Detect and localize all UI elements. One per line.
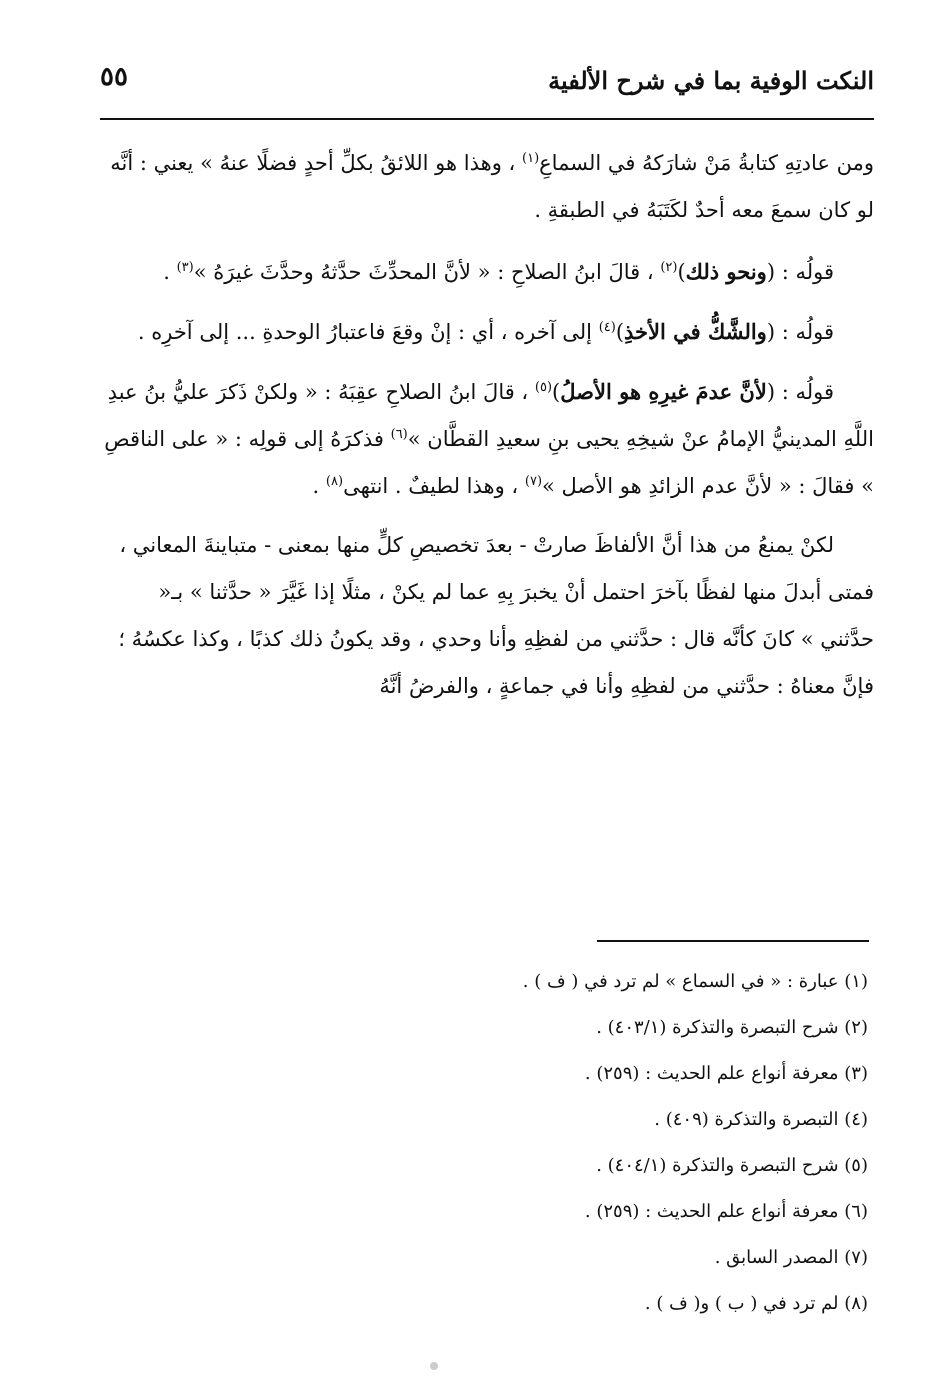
scan-dot: [430, 1362, 438, 1370]
page-number: ٥٥: [100, 62, 128, 92]
footnote-ref[interactable]: (٨): [325, 474, 344, 489]
text-run: قولُه : (: [766, 260, 834, 284]
text-run: ): [677, 260, 686, 284]
footnote-2: (٢) شرح التبصرة والتذكرة (٤٠٣/١) .: [596, 1017, 868, 1038]
running-header: [100, 62, 874, 118]
footnote-ref[interactable]: (٣): [176, 260, 194, 275]
footnote-6: (٦) معرفة أنواع علم الحديث : (٢٥٩) .: [584, 1201, 868, 1222]
footnote-4: (٤) التبصرة والتذكرة (٤٠٩) .: [654, 1109, 868, 1130]
footnote-8: (٨) لم ترد في ( ب ) و( ف ) .: [644, 1293, 868, 1314]
footnote-1: (١) عبارة : « في السماع » لم ترد في ( ف ) .: [522, 971, 868, 992]
text-run: ): [615, 320, 625, 344]
text-run: ، وهذا هو اللائقُ بكلِّ أحدٍ فضلًا عنهُ » يعني : أنَّه لو كان سمعَ معه أحدٌ لكَتَبَهُ في الطبقةِ .: [110, 151, 874, 222]
paragraph-2: [100, 248, 874, 296]
footnote-ref[interactable]: (٢): [660, 260, 678, 275]
footnote-ref[interactable]: (٧): [524, 474, 543, 489]
main-text: [100, 140, 874, 722]
footnote-ref[interactable]: (٤): [598, 320, 616, 335]
footnote-5: (٥) شرح التبصرة والتذكرة (٤٠٤/١) .: [596, 1155, 868, 1176]
paragraph-5: [100, 522, 874, 710]
footnotes: [448, 962, 868, 1330]
paragraph-3: [100, 308, 874, 356]
text-run: ): [552, 380, 561, 404]
text-run: ، قالَ ابنُ الصلاحِ : « لأنَّ المحدِّثَ حدَّثهُ وحدَّثَ غيرَهُ »: [193, 260, 654, 284]
text-run: إلى آخره ، أي : إنْ وقعَ فاعتبارُ الوحدةِ ... إلى آخرِه .: [137, 320, 592, 344]
text-run: فذكرَهُ إلى قولِه : « على الناقصِ » فقالَ : « لأنَّ عدم الزائدِ هو الأصل »: [104, 427, 874, 498]
running-title: النكت الوفية بما في شرح الألفية: [548, 66, 874, 95]
header-rule: [100, 118, 874, 120]
text-run: .: [163, 260, 170, 284]
footnote-ref[interactable]: (٥): [534, 380, 553, 395]
text-run: لكنْ يمنعُ من هذا أنَّ الألفاظَ صارتْ - بعدَ تخصيصِ كلٍّ منها بمعنى - متباينةَ المعاني ، فمتى أبدلَ منها لفظًا بآخرَ احتمل أنْ يخبرَ بِهِ عما لم يكنْ ، مثلًا إذا غَيَّرَ « حدَّثنا » بـ« حدَّثني » كانَ كأنَّه قال : حدَّثني من لفظِهِ وأنا وحدي ، وقد يكونُ ذلك كذبًا ، وكذا عكسُهُ ؛ فإنَّ معناهُ : حدَّثني من لفظِهِ وأنا في جماعةٍ ، والفرضُ أنَّهُ: [118, 533, 874, 698]
text-run: ، قالَ ابنُ الصلاحِ عقِبَهُ : « ولكنْ ذَكرَ عليُّ بنُ عبدِ اللَّهِ المدينيُّ الإمامُ عنْ شيخِهِ يحيى بنِ سعيدِ القطَّان »: [107, 380, 874, 451]
footnote-ref[interactable]: (١): [522, 151, 540, 166]
text-run: قولُه : (: [766, 380, 834, 404]
footnote-3: (٣) معرفة أنواع علم الحديث : (٢٥٩) .: [584, 1063, 868, 1084]
paragraph-1: [100, 140, 874, 234]
footnote-7: (٧) المصدر السابق .: [714, 1247, 868, 1268]
text-run: .: [312, 474, 320, 498]
text-run: ، وهذا لطيفٌ . انتهى: [343, 474, 519, 498]
footnote-ref[interactable]: (٦): [390, 427, 408, 442]
footnote-separator: [597, 940, 869, 942]
quoted-term: ونحو ذلك: [685, 259, 767, 284]
text-run: ومن عادتِهِ كتابةُ مَنْ شارَكهُ في السماعِ: [539, 151, 874, 175]
quoted-term: والشَّكُّ في الأخذِ: [624, 319, 767, 344]
text-run: قولُه : (: [766, 320, 834, 344]
quoted-term: لأنَّ عدمَ غيرِهِ هو الأصلُ: [560, 379, 767, 404]
paragraph-4: [100, 368, 874, 510]
